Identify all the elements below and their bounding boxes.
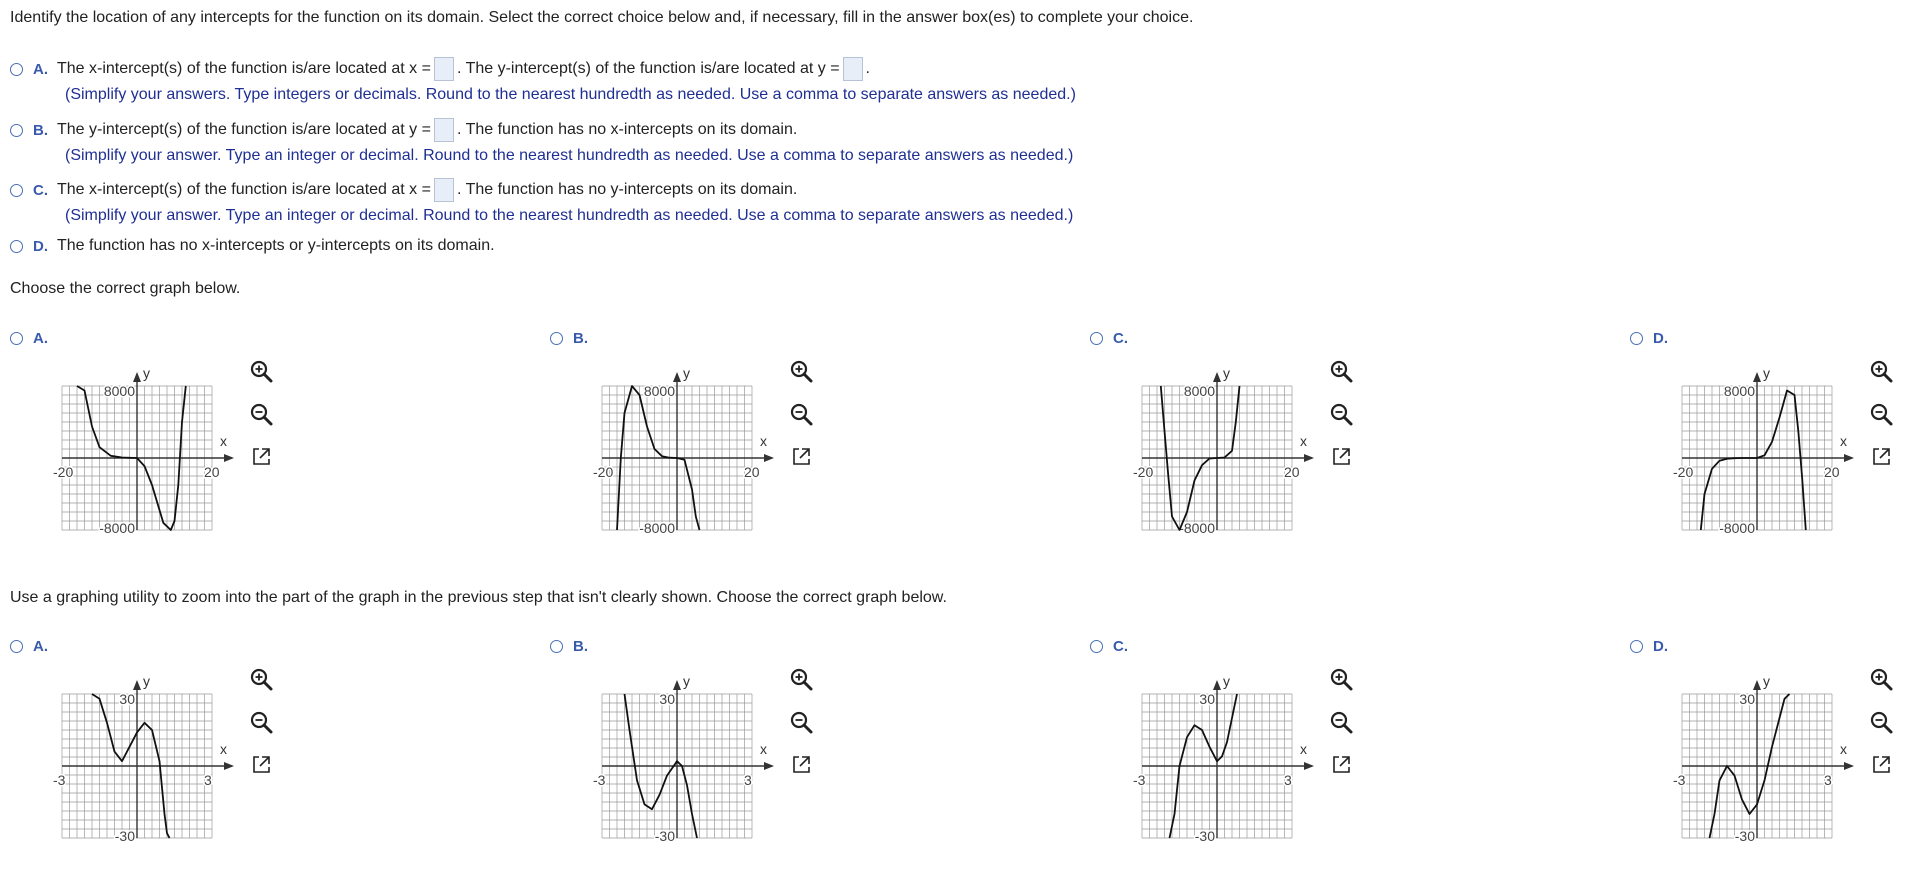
graph-1-option-b-radio[interactable] bbox=[550, 332, 563, 345]
graph-1-option-c-letter: C. bbox=[1113, 330, 1128, 347]
zoom-in-icon[interactable] bbox=[1326, 356, 1356, 386]
graph-1-option-a-radio[interactable] bbox=[10, 332, 23, 345]
y-min-tick-label: -30 bbox=[114, 828, 135, 845]
zoom-in-icon[interactable] bbox=[786, 664, 816, 694]
graph-2-a-plot bbox=[52, 664, 242, 844]
choice-a-letter: A. bbox=[33, 60, 48, 78]
graph-1-option-a-letter: A. bbox=[33, 330, 48, 347]
zoom-out-icon[interactable] bbox=[246, 707, 276, 737]
x-min-tick-label: -3 bbox=[593, 772, 606, 788]
zoom-in-icon[interactable] bbox=[1866, 664, 1896, 694]
y-max-tick-label: 30 bbox=[659, 691, 675, 708]
y-min-tick-label: -8000 bbox=[639, 520, 675, 537]
x-axis-label: x bbox=[1300, 433, 1307, 449]
choice-c-text-1: The x-intercept(s) of the function is/are located at x = bbox=[57, 181, 431, 198]
y-max-tick-label: 8000 bbox=[1723, 383, 1755, 400]
popout-icon[interactable] bbox=[246, 750, 276, 780]
x-min-tick-label: -20 bbox=[1133, 464, 1154, 480]
graph-1-b-plot bbox=[592, 356, 782, 536]
x-intercept-input-a[interactable] bbox=[434, 57, 454, 81]
y-min-tick-label: -8000 bbox=[1179, 520, 1215, 537]
graph-1-option-c[interactable] bbox=[1090, 330, 1128, 347]
graph-2-option-a-radio[interactable] bbox=[10, 640, 23, 653]
y-min-tick-label: -8000 bbox=[1719, 520, 1755, 537]
y-axis-label: y bbox=[683, 673, 690, 689]
graph-2-c-plot bbox=[1132, 664, 1322, 844]
popout-icon[interactable] bbox=[786, 442, 816, 472]
zoom-in-icon[interactable] bbox=[1326, 664, 1356, 694]
y-min-tick-label: -30 bbox=[1194, 828, 1215, 845]
y-max-tick-label: 8000 bbox=[1183, 383, 1215, 400]
zoom-out-icon[interactable] bbox=[1866, 707, 1896, 737]
function-curve bbox=[1701, 391, 1806, 531]
choice-b-radio[interactable] bbox=[10, 124, 23, 137]
graph-2-option-b-radio[interactable] bbox=[550, 640, 563, 653]
choice-d-radio[interactable] bbox=[10, 240, 23, 253]
popout-icon[interactable] bbox=[1866, 442, 1896, 472]
graph-2-option-a-letter: A. bbox=[33, 638, 48, 655]
graph-1-option-d-radio[interactable] bbox=[1630, 332, 1643, 345]
x-min-tick-label: -3 bbox=[1133, 772, 1146, 788]
x-axis-label: x bbox=[220, 741, 227, 757]
y-max-tick-label: 30 bbox=[1739, 691, 1755, 708]
zoom-out-icon[interactable] bbox=[786, 399, 816, 429]
choice-a-text-2: . The y-intercept(s) of the function is/are located at y = bbox=[456, 60, 840, 77]
choice-c-hint: (Simplify your answer. Type an integer or decimal. Round to the nearest hundredth as needed. Use a comma to separate answers as needed.) bbox=[65, 207, 1074, 224]
x-min-tick-label: -20 bbox=[53, 464, 74, 480]
y-max-tick-label: 30 bbox=[1199, 691, 1215, 708]
graph-1-option-a[interactable] bbox=[10, 330, 48, 347]
y-axis-label: y bbox=[1763, 365, 1770, 381]
graph-2-option-c[interactable] bbox=[1090, 638, 1128, 655]
choice-b-letter: B. bbox=[33, 121, 48, 139]
x-min-tick-label: -20 bbox=[593, 464, 614, 480]
zoom-in-icon[interactable] bbox=[786, 356, 816, 386]
x-max-tick-label: 3 bbox=[744, 772, 752, 788]
choice-a[interactable] bbox=[10, 57, 870, 81]
y-max-tick-label: 8000 bbox=[103, 383, 135, 400]
question-prompt: Identify the location of any intercepts for the function on its domain. Select the correct choice below and, if necessary, fill in the answer box(es) to complete your choice. bbox=[10, 9, 1194, 26]
graph-1-d-plot bbox=[1672, 356, 1862, 536]
popout-icon[interactable] bbox=[1326, 750, 1356, 780]
graph-1-option-b[interactable] bbox=[550, 330, 588, 347]
choice-c-letter: C. bbox=[33, 181, 48, 199]
zoom-out-icon[interactable] bbox=[1326, 707, 1356, 737]
graph-2-option-d-letter: D. bbox=[1653, 638, 1668, 655]
x-axis-label: x bbox=[1840, 741, 1847, 757]
popout-icon[interactable] bbox=[1326, 442, 1356, 472]
zoom-in-icon[interactable] bbox=[246, 356, 276, 386]
zoom-out-icon[interactable] bbox=[1326, 399, 1356, 429]
x-min-tick-label: -3 bbox=[1673, 772, 1686, 788]
graph-2-option-d-radio[interactable] bbox=[1630, 640, 1643, 653]
choice-d-text-1: The function has no x-intercepts or y-intercepts on its domain. bbox=[57, 237, 495, 254]
graph-1-a-plot bbox=[52, 356, 242, 536]
y-intercept-input-a[interactable] bbox=[843, 57, 863, 81]
zoom-out-icon[interactable] bbox=[246, 399, 276, 429]
x-max-tick-label: 20 bbox=[1284, 464, 1300, 480]
popout-icon[interactable] bbox=[246, 442, 276, 472]
y-axis-label: y bbox=[143, 673, 150, 689]
popout-icon[interactable] bbox=[786, 750, 816, 780]
y-axis-label: y bbox=[1763, 673, 1770, 689]
graph-2-option-d[interactable] bbox=[1630, 638, 1668, 655]
x-max-tick-label: 20 bbox=[204, 464, 220, 480]
y-axis-label: y bbox=[683, 365, 690, 381]
choice-c[interactable] bbox=[10, 178, 797, 202]
choice-b[interactable] bbox=[10, 118, 797, 142]
x-axis-label: x bbox=[760, 433, 767, 449]
x-max-tick-label: 3 bbox=[1284, 772, 1292, 788]
y-max-tick-label: 8000 bbox=[643, 383, 675, 400]
graph-2-d-plot bbox=[1672, 664, 1862, 844]
graph-2-option-a[interactable] bbox=[10, 638, 48, 655]
x-axis-label: x bbox=[1300, 741, 1307, 757]
y-axis-label: y bbox=[143, 365, 150, 381]
popout-icon[interactable] bbox=[1866, 750, 1896, 780]
choice-a-hint: (Simplify your answers. Type integers or decimals. Round to the nearest hundredth as needed. Use a comma to separate answers as needed.) bbox=[65, 86, 1076, 103]
choice-a-radio[interactable] bbox=[10, 63, 23, 76]
choice-b-text-1: The y-intercept(s) of the function is/are located at y = bbox=[57, 121, 431, 138]
choice-c-radio[interactable] bbox=[10, 184, 23, 197]
graph-section-1-prompt: Choose the correct graph below. bbox=[10, 280, 241, 297]
x-max-tick-label: 20 bbox=[744, 464, 760, 480]
choice-b-text-2: . The function has no x-intercepts on its domain. bbox=[456, 121, 798, 138]
choice-a-text-1: The x-intercept(s) of the function is/are located at x = bbox=[57, 60, 431, 77]
zoom-out-icon[interactable] bbox=[1866, 399, 1896, 429]
x-max-tick-label: 3 bbox=[1824, 772, 1832, 788]
choice-b-hint: (Simplify your answer. Type an integer or decimal. Round to the nearest hundredth as needed. Use a comma to separate answers as needed.) bbox=[65, 147, 1074, 164]
graph-2-b-plot bbox=[592, 664, 782, 844]
choice-a-text-3: . bbox=[865, 60, 870, 77]
y-min-tick-label: -30 bbox=[654, 828, 675, 845]
x-axis-label: x bbox=[760, 741, 767, 757]
zoom-out-icon[interactable] bbox=[786, 707, 816, 737]
zoom-in-icon[interactable] bbox=[1866, 356, 1896, 386]
y-max-tick-label: 30 bbox=[119, 691, 135, 708]
x-min-tick-label: -20 bbox=[1673, 464, 1694, 480]
graph-section-2-prompt: Use a graphing utility to zoom into the part of the graph in the previous step that isn't clearly shown. Choose the correct graph below. bbox=[10, 589, 947, 606]
graph-2-option-c-radio[interactable] bbox=[1090, 640, 1103, 653]
y-axis-label: y bbox=[1223, 365, 1230, 381]
x-axis-label: x bbox=[220, 433, 227, 449]
graph-2-option-b-letter: B. bbox=[573, 638, 588, 655]
x-min-tick-label: -3 bbox=[53, 772, 66, 788]
choice-c-text-2: . The function has no y-intercepts on its domain. bbox=[456, 181, 798, 198]
choice-d[interactable] bbox=[10, 237, 495, 255]
y-min-tick-label: -30 bbox=[1734, 828, 1755, 845]
graph-1-option-c-radio[interactable] bbox=[1090, 332, 1103, 345]
x-intercept-input-c[interactable] bbox=[434, 178, 454, 202]
graph-1-option-b-letter: B. bbox=[573, 330, 588, 347]
graph-1-c-plot bbox=[1132, 356, 1322, 536]
zoom-in-icon[interactable] bbox=[246, 664, 276, 694]
graph-1-option-d[interactable] bbox=[1630, 330, 1668, 347]
choice-d-letter: D. bbox=[33, 237, 48, 255]
x-max-tick-label: 20 bbox=[1824, 464, 1840, 480]
y-min-tick-label: -8000 bbox=[99, 520, 135, 537]
graph-2-option-c-letter: C. bbox=[1113, 638, 1128, 655]
x-axis-label: x bbox=[1840, 433, 1847, 449]
y-intercept-input-b[interactable] bbox=[434, 118, 454, 142]
x-max-tick-label: 3 bbox=[204, 772, 212, 788]
graph-1-option-d-letter: D. bbox=[1653, 330, 1668, 347]
graph-2-option-b[interactable] bbox=[550, 638, 588, 655]
y-axis-label: y bbox=[1223, 673, 1230, 689]
